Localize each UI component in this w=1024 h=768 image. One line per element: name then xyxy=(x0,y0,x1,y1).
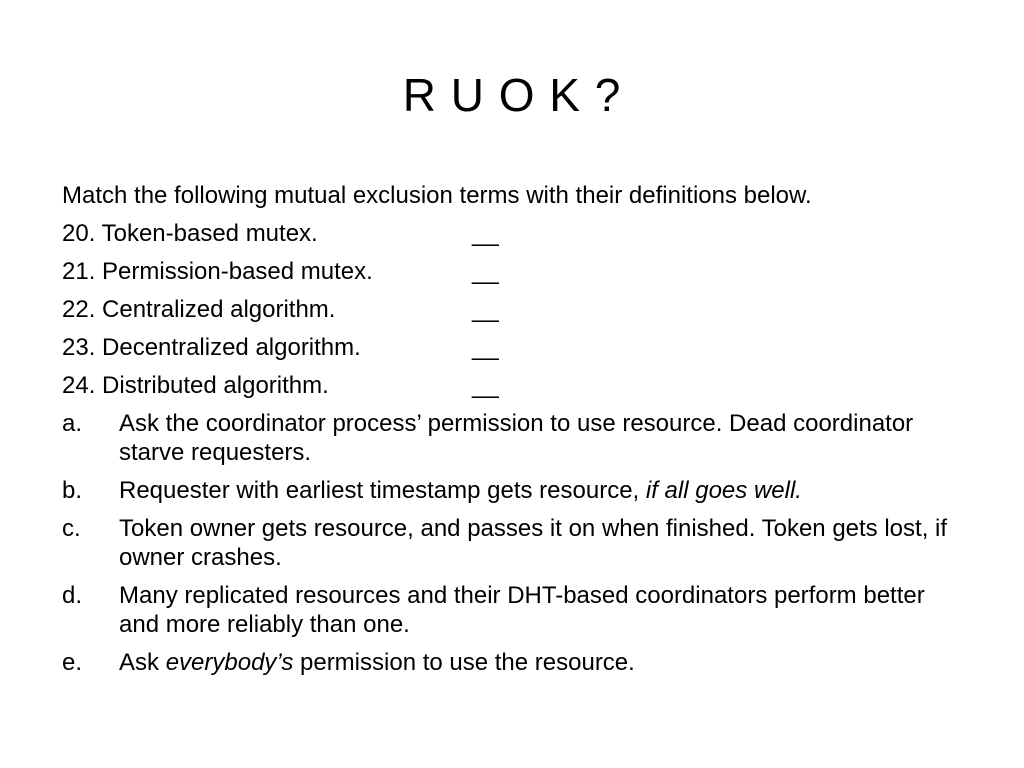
definition-text-part: Ask xyxy=(119,649,166,676)
list-marker: c. xyxy=(62,515,81,542)
definition-item-d xyxy=(62,581,962,639)
definition-item-b xyxy=(62,476,962,505)
definition-text xyxy=(119,477,802,504)
definition-emphasis: if all goes well. xyxy=(645,477,802,504)
intro-text: Match the following mutual exclusion terms with their definitions below. xyxy=(62,182,812,209)
definition-text-part: Ask the coordinator process’ permission to use resource. Dead coordinator starve requesters. xyxy=(119,410,914,466)
term-item xyxy=(62,295,962,324)
term-label: 20. Token-based mutex. xyxy=(62,220,318,247)
definition-text-part: permission to use the resource. xyxy=(293,649,635,676)
list-marker: b. xyxy=(62,477,83,504)
answer-blank: __ xyxy=(472,258,499,285)
term-item xyxy=(62,371,962,400)
term-item xyxy=(62,333,962,362)
list-marker: d. xyxy=(62,582,83,609)
definition-item-c xyxy=(62,514,962,572)
definition-emphasis: everybody’s xyxy=(165,649,294,676)
answer-blank: __ xyxy=(472,296,499,323)
term-label: 22. Centralized algorithm. xyxy=(62,296,336,323)
answer-blank: __ xyxy=(472,372,499,399)
term-item xyxy=(62,219,962,248)
definition-text-part: Token owner gets resource, and passes it on when finished. Token gets lost, if owner crashes. xyxy=(119,515,948,571)
term-label: 21. Permission-based mutex. xyxy=(62,258,373,285)
definition-text xyxy=(119,649,635,676)
definition-item-e xyxy=(62,648,962,677)
term-label: 24. Distributed algorithm. xyxy=(62,372,329,399)
term-item xyxy=(62,257,962,286)
answer-blank: __ xyxy=(472,334,499,361)
definition-text xyxy=(119,410,913,466)
definition-item-a xyxy=(62,409,962,467)
definition-text xyxy=(119,582,925,638)
slide-body xyxy=(62,181,962,686)
slide-title: R U O K ? xyxy=(402,69,622,121)
definition-text-part: Many replicated resources and their DHT-based coordinators perform better and more reliably than one. xyxy=(119,582,925,638)
definition-text xyxy=(119,515,947,571)
list-marker: e. xyxy=(62,649,83,676)
answer-blank: __ xyxy=(472,220,499,247)
list-marker: a. xyxy=(62,410,83,437)
definition-text-part: Requester with earliest timestamp gets resource, xyxy=(119,477,646,504)
term-label: 23. Decentralized algorithm. xyxy=(62,334,361,361)
